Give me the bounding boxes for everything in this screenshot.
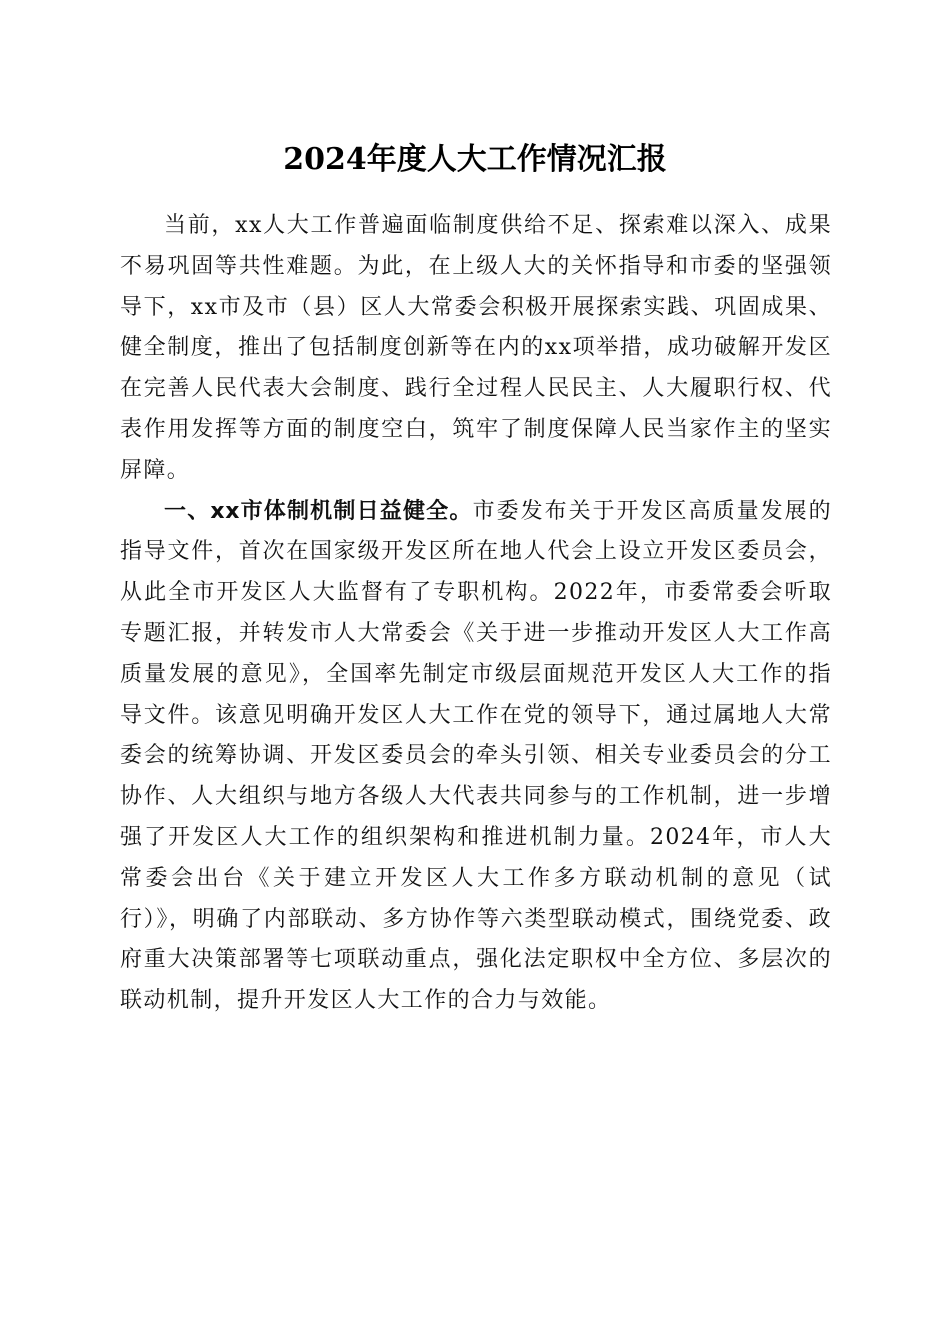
paragraph-intro-text: 当前，xx人大工作普遍面临制度供给不足、探索难以深入、成果不易巩固等共性难题。为此，在上级人大的关怀指导和市委的坚强领导下，xx市及市（县）区人大常委会积极开展探索实践、巩固成果、健全制度，推出了包括制度创新等在内的xx项举措，成功破解开发区在完善人民代表大会制度、践行全过程人民民主、人大履职行权、代表作用发挥等方面的制度空白，筑牢了制度保障人民当家作主的坚实屏障。: [120, 213, 832, 483]
document-title: 2024年度人大工作情况汇报: [283, 142, 667, 177]
document-body: [120, 206, 832, 1022]
section-1-text: 市委发布关于开发区高质量发展的指导文件，首次在国家级开发区所在地人代会上设立开发区委员会，从此全市开发区人大监督有了专职机构。2022年，市委常委会听取专题汇报，并转发市人大常委会《关于进一步推动开发区人大工作高质量发展的意见》，全国率先制定市级层面规范开发区人大工作的指导文件。该意见明确开发区人大工作在党的领导下，通过属地人大常委会的统筹协调、开发区委员会的牵头引领、相关专业委员会的分工协作、人大组织与地方各级人大代表共同参与的工作机制，进一步增强了开发区人大工作的组织架构和推进机制力量。2024年，市人大常委会出台《关于建立开发区人大工作多方联动机制的意见（试行）》，明确了内部联动、多方协作等六类型联动模式，围绕党委、政府重大决策部署等七项联动重点，强化法定职权中全方位、多层次的联动机制，提升开发区人大工作的合力与效能。: [120, 498, 832, 1014]
section-1-heading: 一、xx市体制机制日益健全。: [164, 498, 473, 524]
paragraph-intro: [120, 206, 832, 492]
paragraph-section-1: [120, 492, 832, 1022]
